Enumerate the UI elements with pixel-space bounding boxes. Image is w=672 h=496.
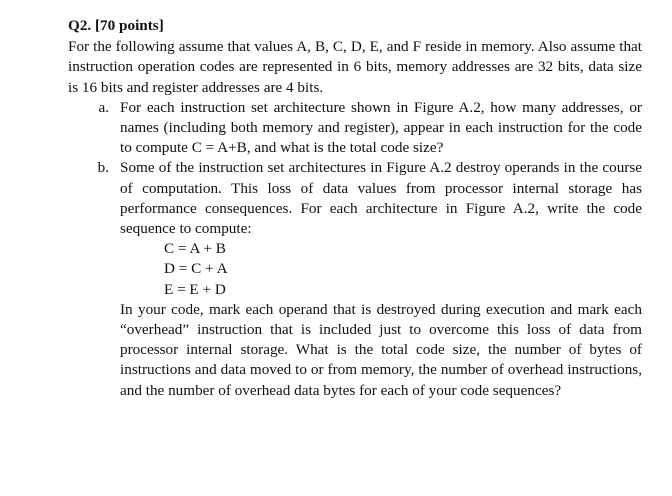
part-b-text: Some of the instruction set architectures in Figure A.2 destroy operands in the course of computation. This loss of data values from processor internal storage has performance consequences. For each architecture in Figure A.2, write the code sequence to compute: xyxy=(120,159,642,238)
part-b-marker: b. xyxy=(97,159,109,177)
question-heading: Q2. [70 points] xyxy=(68,17,164,34)
part-b-followup: In your code, mark each operand that is destroyed during execution and mark each “overhead” instruction that is included just to overcome this loss of data from processor internal storage. What is the total code size, the number of bytes of instructions and data moved to or from memory, the number of overhead instructions, and the number of overhead data bytes for each of your code sequences? xyxy=(120,300,642,399)
equation-d: D = C + A xyxy=(164,260,228,278)
equation-e: E = E + D xyxy=(164,280,226,298)
question-intro: For the following assume that values A, B, C, D, E, and F reside in memory. Also assume that instruction operation codes are represented in 6 bits, memory addresses are 32 bits, data size is 16 bits and register addresses are 4 bits. xyxy=(68,38,642,96)
equation-list xyxy=(120,239,642,300)
question-block xyxy=(68,16,642,401)
part-a-text: For each instruction set architecture shown in Figure A.2, how many addresses, or names (including both memory and register), appear in each instruction for the code to compute C = A+B, and what is the total code size? xyxy=(120,98,642,157)
equation-c: C = A + B xyxy=(164,240,226,258)
part-b xyxy=(68,158,642,400)
part-a xyxy=(68,98,642,159)
part-a-marker: a. xyxy=(98,98,109,116)
